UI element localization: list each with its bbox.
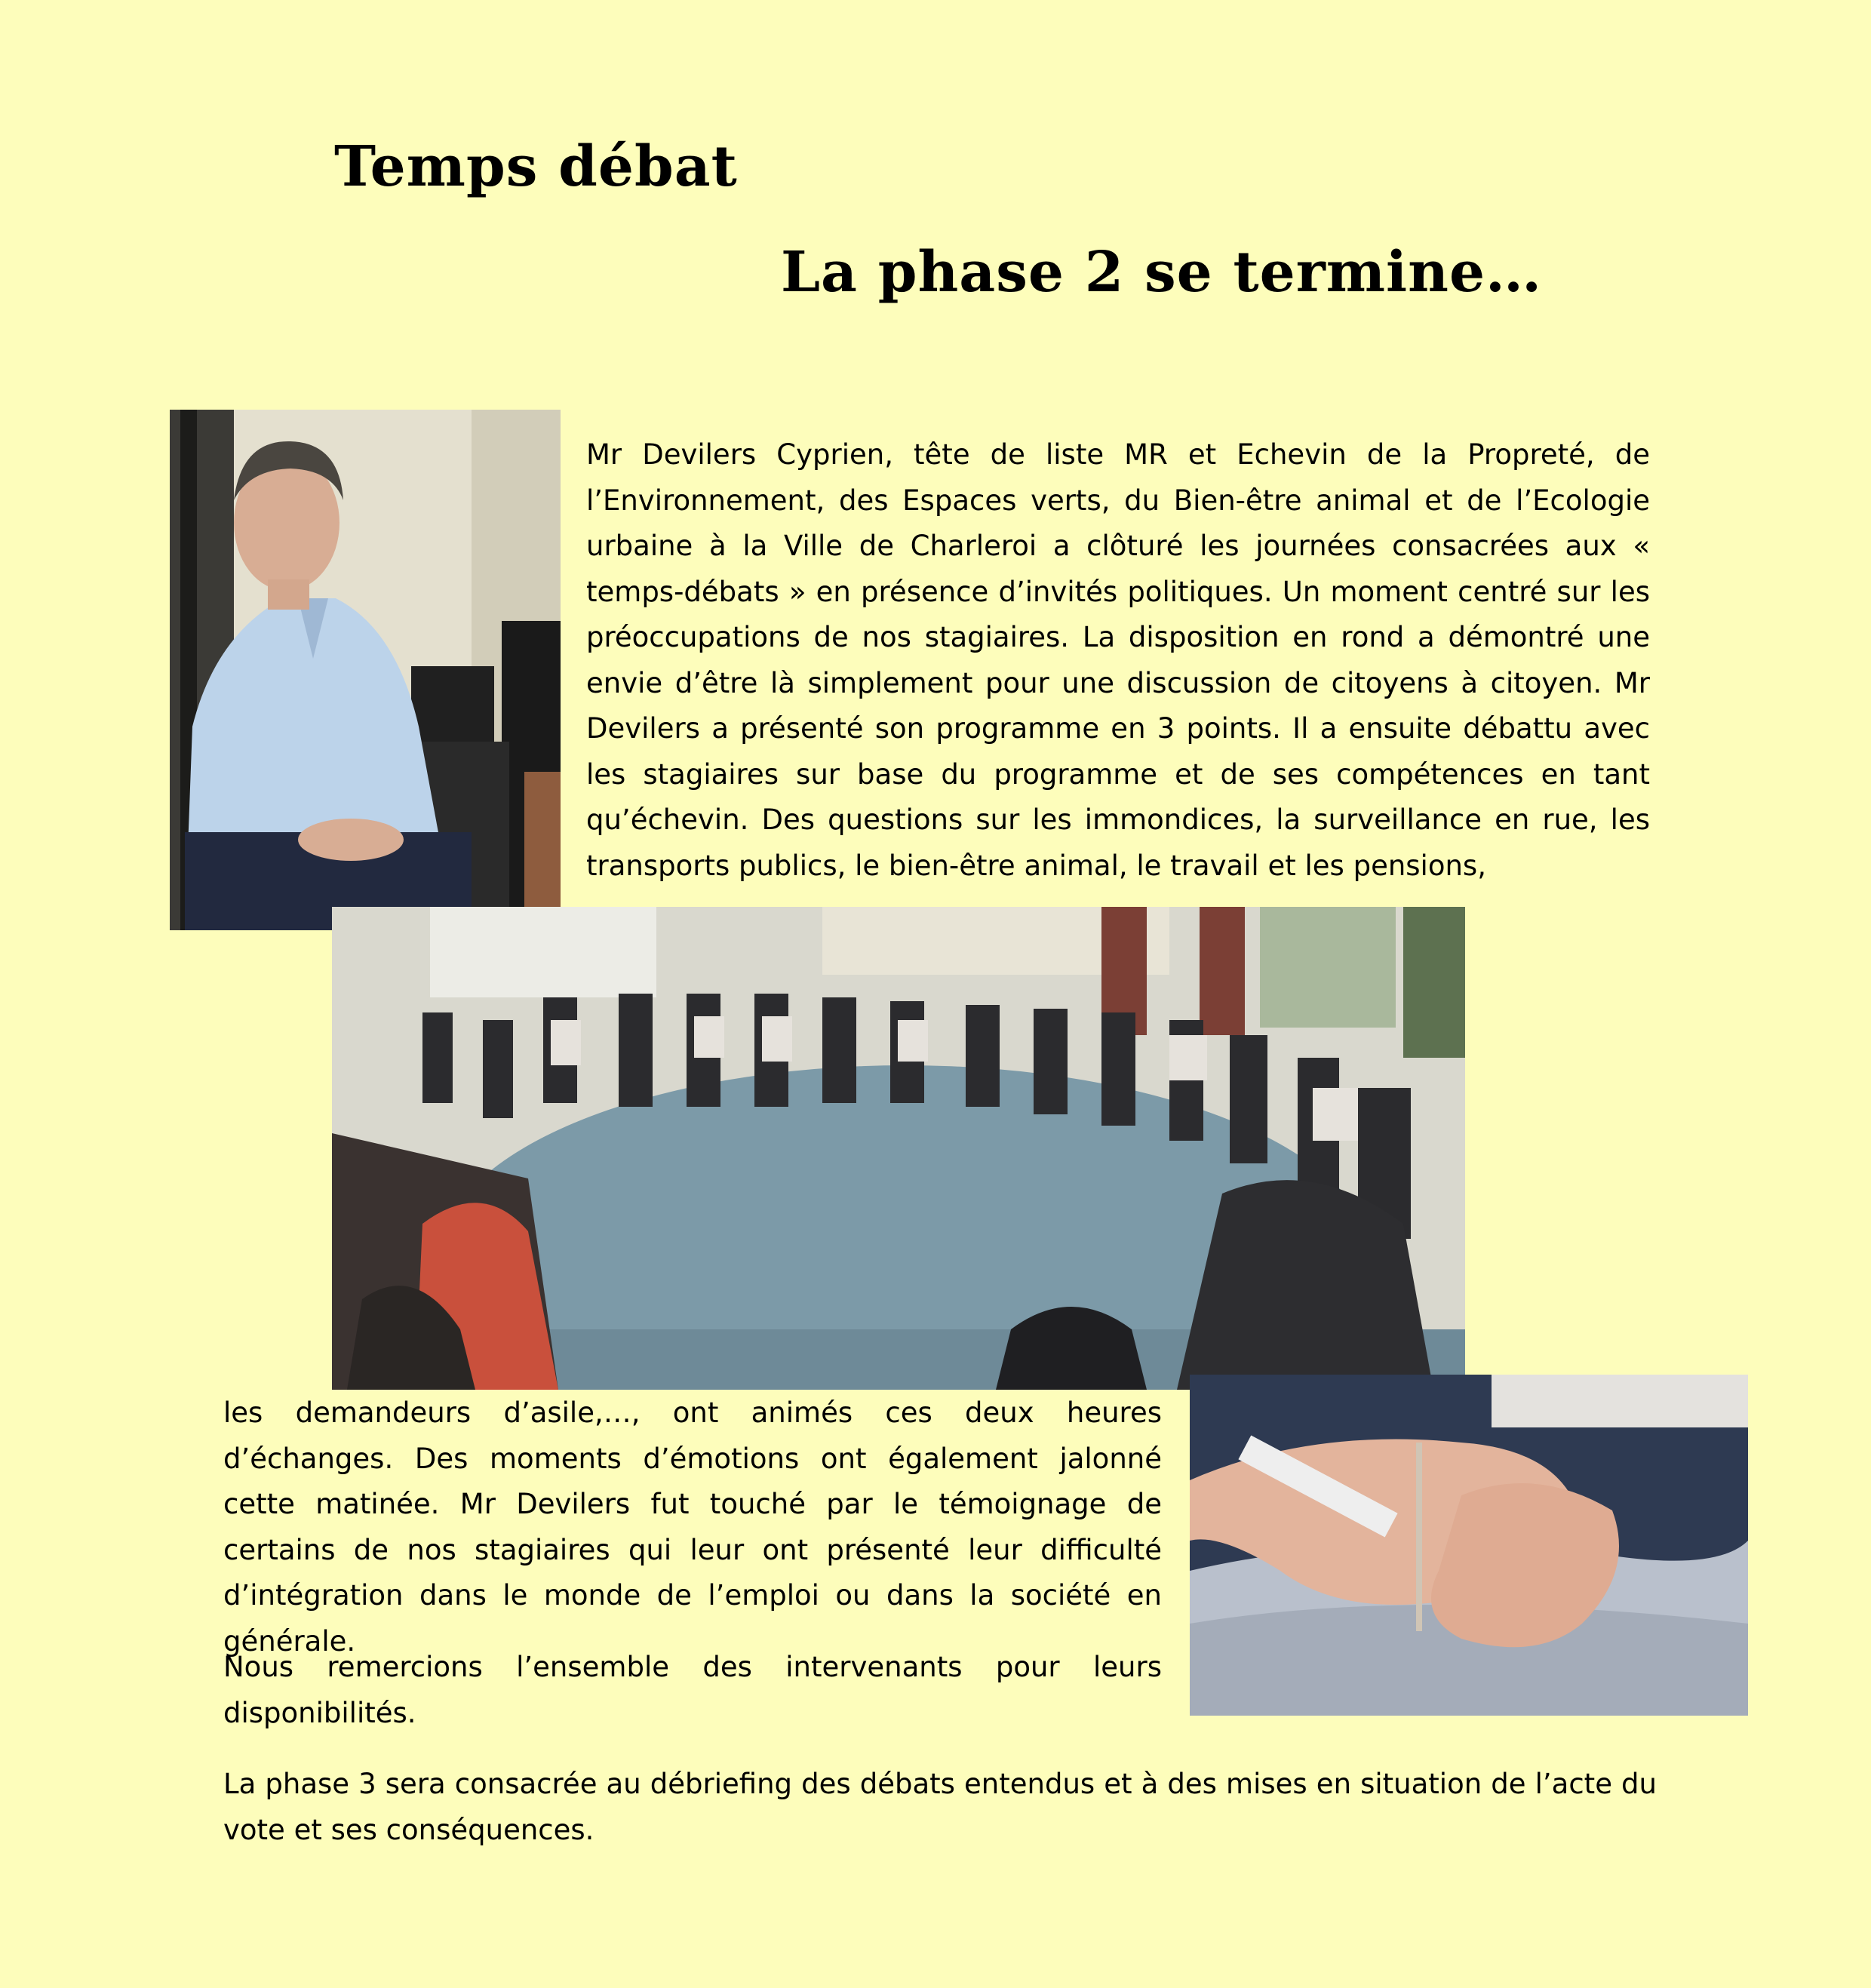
article-paragraph-4: La phase 3 sera consacrée au débriefing des débats entendus et à des mises en situation de l’acte du vote et ses conséquences. — [223, 1768, 1657, 1846]
group-debate-photo — [332, 907, 1465, 1390]
hands-photo — [1190, 1375, 1748, 1716]
portrait-photo — [170, 410, 561, 930]
article-paragraph-3: Nous remercions l’ensemble des intervenants pour leurs disponibilités. — [223, 1651, 1162, 1729]
page-title: Temps débat — [334, 134, 738, 199]
article-paragraph-2: les demandeurs d’asile,…, ont animés ces deux heures d’échanges. Des moments d’émotions ont également jalonné cette matinée. Mr Devilers fut touché par le témoignage de certains de nos stagiaires qui leur ont présenté leur difficulté d’intégration dans le monde de l’emploi ou dans la société en générale. — [223, 1397, 1162, 1658]
article-paragraph-1: Mr Devilers Cyprien, tête de liste MR et Echevin de la Propreté, de l’Environnement, des Espaces verts, du Bien-être animal et de l’Ecologie urbaine à la Ville de Charleroi a clôturé les journées consacrées aux « temps-débats » en présence d’invités politiques. Un moment centré sur les préoccupations de nos stagiaires. La disposition en rond a démontré une envie d’être là simplement pour une discussion de citoyens à citoyen. Mr Devilers a présenté son programme en 3 points. Il a ensuite débattu avec les stagiaires sur base du programme et de ses compétences en tant qu’échevin. Des questions sur les immondices, la surveillance en rue, les transports publics, le bien-être animal, le travail et les pensions, — [586, 438, 1650, 882]
page-subtitle: La phase 2 se termine… — [781, 240, 1543, 305]
